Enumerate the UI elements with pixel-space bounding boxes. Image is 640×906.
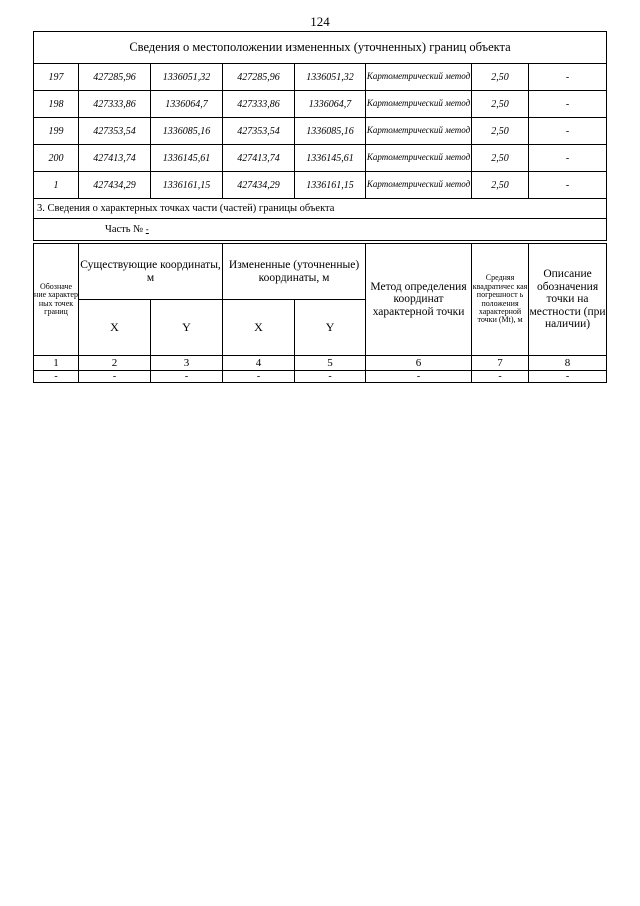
description-cell: -: [529, 64, 607, 91]
method-cell: Картометрический метод: [366, 172, 472, 199]
y-changed-cell: 1336161,15: [295, 172, 366, 199]
section-title-row: [34, 32, 607, 64]
y-changed-cell: 1336085,16: [295, 118, 366, 145]
accuracy-cell: 2,50: [472, 91, 529, 118]
accuracy-cell: 2,50: [472, 172, 529, 199]
coordinate-row: [34, 118, 607, 145]
column-numbers-row: [34, 356, 607, 371]
header-changed-coords: Измененные (уточненные) координаты, м: [223, 244, 366, 300]
y-changed-cell: 1336051,32: [295, 64, 366, 91]
method-cell: Картометрический метод: [366, 145, 472, 172]
column-number: 1: [34, 356, 79, 371]
x-changed-cell: 427353,54: [223, 118, 295, 145]
empty-cell: -: [295, 371, 366, 383]
y-existing-cell: 1336064,7: [151, 91, 223, 118]
y-changed-cell: 1336064,7: [295, 91, 366, 118]
coordinate-row: [34, 172, 607, 199]
empty-cell: -: [529, 371, 607, 383]
method-cell: Картометрический метод: [366, 64, 472, 91]
section3-row: [34, 199, 607, 219]
x-changed-cell: 427413,74: [223, 145, 295, 172]
header-method: Метод определения координат характерной точки: [366, 244, 472, 356]
method-cell: Картометрический метод: [366, 91, 472, 118]
column-number: 2: [79, 356, 151, 371]
column-number: 6: [366, 356, 472, 371]
header-accuracy: Средняя квадратичес кая погрешност ь положения характерной точки (Mt), м: [472, 244, 529, 356]
y-changed-cell: 1336145,61: [295, 145, 366, 172]
point-cell: 197: [34, 64, 79, 91]
empty-cell: -: [366, 371, 472, 383]
empty-data-row: [34, 371, 607, 383]
coordinate-row: [34, 145, 607, 172]
header-row-1: [34, 244, 607, 300]
header-y-existing: Y: [151, 300, 223, 356]
header-point-designation: Обозначе ние характер ных точек границ: [34, 244, 79, 356]
accuracy-cell: 2,50: [472, 118, 529, 145]
header-x-existing: X: [79, 300, 151, 356]
x-existing-cell: 427333,86: [79, 91, 151, 118]
column-number: 4: [223, 356, 295, 371]
point-cell: 1: [34, 172, 79, 199]
empty-cell: -: [151, 371, 223, 383]
empty-cell: -: [472, 371, 529, 383]
point-cell: 198: [34, 91, 79, 118]
header-description: Описание обозначения точки на местности (при наличии): [529, 244, 607, 356]
boundary-table: [33, 31, 607, 241]
accuracy-cell: 2,50: [472, 145, 529, 172]
y-existing-cell: 1336145,61: [151, 145, 223, 172]
empty-cell: -: [34, 371, 79, 383]
x-changed-cell: 427285,96: [223, 64, 295, 91]
empty-cell: -: [223, 371, 295, 383]
y-existing-cell: 1336085,16: [151, 118, 223, 145]
header-y-changed: Y: [295, 300, 366, 356]
header-existing-coords: Существующие координаты, м: [79, 244, 223, 300]
part-row: [34, 219, 607, 241]
x-existing-cell: 427434,29: [79, 172, 151, 199]
x-changed-cell: 427434,29: [223, 172, 295, 199]
header-x-changed: X: [223, 300, 295, 356]
point-cell: 200: [34, 145, 79, 172]
x-existing-cell: 427353,54: [79, 118, 151, 145]
section-title: Сведения о местоположении измененных (уточненных) границ объекта: [34, 32, 607, 64]
x-changed-cell: 427333,86: [223, 91, 295, 118]
column-number: 5: [295, 356, 366, 371]
column-number: 7: [472, 356, 529, 371]
description-cell: -: [529, 145, 607, 172]
y-existing-cell: 1336161,15: [151, 172, 223, 199]
section3-title: 3. Сведения о характерных точках части (частей) границы объекта: [34, 199, 607, 219]
method-cell: Картометрический метод: [366, 118, 472, 145]
page-number: 124: [310, 14, 330, 29]
characteristic-points-table: [33, 243, 607, 383]
point-cell: 199: [34, 118, 79, 145]
y-existing-cell: 1336051,32: [151, 64, 223, 91]
coordinate-row: [34, 91, 607, 118]
part-label-cell: [34, 219, 607, 241]
coordinate-row: [34, 64, 607, 91]
description-cell: -: [529, 172, 607, 199]
part-value: -: [145, 223, 149, 234]
column-number: 3: [151, 356, 223, 371]
x-existing-cell: 427285,96: [79, 64, 151, 91]
description-cell: -: [529, 118, 607, 145]
x-existing-cell: 427413,74: [79, 145, 151, 172]
accuracy-cell: 2,50: [472, 64, 529, 91]
empty-cell: -: [79, 371, 151, 383]
part-label: Часть №: [105, 223, 144, 235]
description-cell: -: [529, 91, 607, 118]
column-number: 8: [529, 356, 607, 371]
